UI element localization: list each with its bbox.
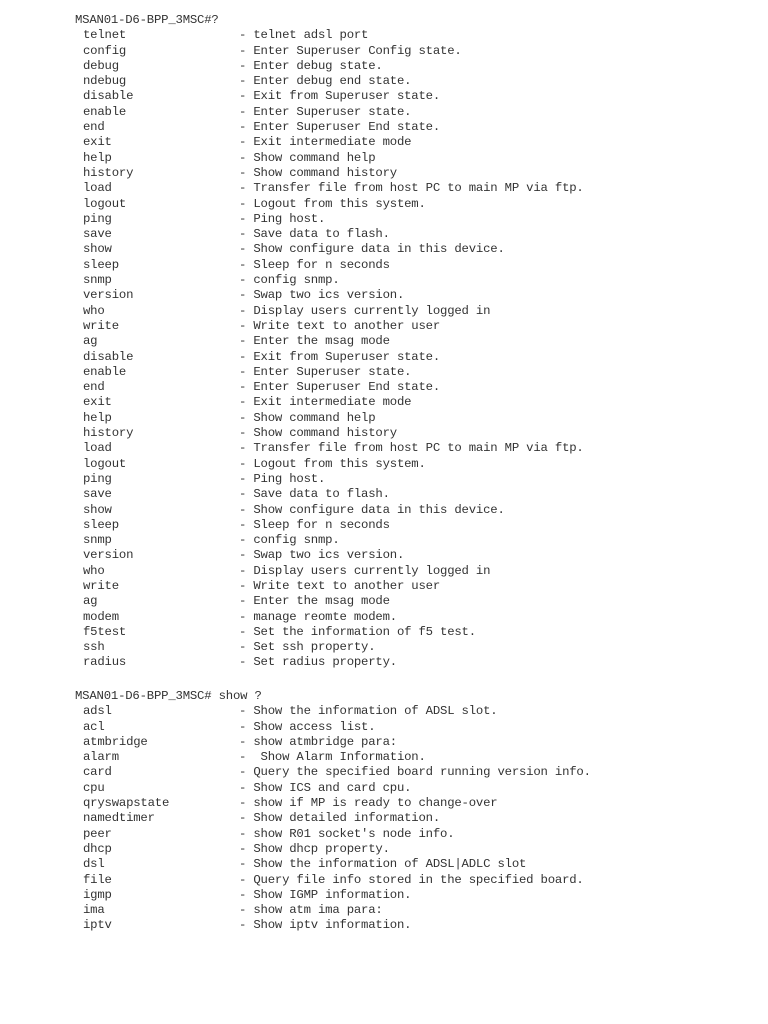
command-description: - Show ICS and card cpu. <box>239 780 412 795</box>
command-name: version <box>83 548 134 563</box>
command-description: - Display users currently logged in <box>239 563 491 578</box>
command-row <box>0 857 768 872</box>
command-name: write <box>83 578 119 593</box>
command-row <box>0 487 768 502</box>
command-description: - Show configure data in this device. <box>239 242 505 257</box>
command-description: - Enter Superuser Config state. <box>239 43 462 58</box>
command-name: write <box>83 318 119 333</box>
command-description: - Show the information of ADSL slot. <box>239 704 498 719</box>
command-description: - Logout from this system. <box>239 456 426 471</box>
command-row <box>0 319 768 334</box>
command-row <box>0 472 768 487</box>
command-description: - Enter Superuser state. <box>239 364 412 379</box>
command-name: adsl <box>83 704 112 719</box>
command-description: - Show command help <box>239 410 376 425</box>
command-name: enable <box>83 364 127 379</box>
command-row <box>0 750 768 765</box>
command-row <box>0 44 768 59</box>
command-row <box>0 564 768 579</box>
command-name: logout <box>83 196 127 211</box>
command-list-section <box>0 13 768 671</box>
command-description: - Display users currently logged in <box>239 303 491 318</box>
command-description: - show atm ima para: <box>239 903 383 918</box>
command-description: - Enter debug state. <box>239 58 383 73</box>
command-name: config <box>83 43 127 58</box>
command-row <box>0 518 768 533</box>
command-name: help <box>83 410 112 425</box>
command-name: ndebug <box>83 74 127 89</box>
command-description: - Swap two ics version. <box>239 288 405 303</box>
command-name: peer <box>83 826 112 841</box>
command-description: - Show iptv information. <box>239 918 412 933</box>
command-description: - Show access list. <box>239 719 376 734</box>
command-name: atmbridge <box>83 734 148 749</box>
command-row <box>0 720 768 735</box>
command-description: - Transfer file from host PC to main MP via ftp. <box>239 441 584 456</box>
command-name: disable <box>83 89 134 104</box>
command-name: iptv <box>83 918 112 933</box>
command-row <box>0 533 768 548</box>
command-description: - Save data to flash. <box>239 487 390 502</box>
command-rows <box>0 704 768 933</box>
command-description: - Exit intermediate mode <box>239 395 412 410</box>
command-name: save <box>83 227 112 242</box>
command-row <box>0 350 768 365</box>
command-name: exit <box>83 135 112 150</box>
command-description: - Query the specified board running version info. <box>239 765 591 780</box>
command-description: - config snmp. <box>239 273 340 288</box>
command-name: snmp <box>83 533 112 548</box>
command-row <box>0 59 768 74</box>
command-row <box>0 365 768 380</box>
command-description: - Show configure data in this device. <box>239 502 505 517</box>
command-row <box>0 796 768 811</box>
command-row <box>0 457 768 472</box>
command-row <box>0 640 768 655</box>
command-description: - config snmp. <box>239 533 340 548</box>
command-row <box>0 594 768 609</box>
command-row <box>0 842 768 857</box>
command-row <box>0 704 768 719</box>
command-name: ag <box>83 594 98 609</box>
command-row <box>0 625 768 640</box>
command-name: ag <box>83 334 98 349</box>
command-description: - Transfer file from host PC to main MP via ftp. <box>239 181 584 196</box>
command-name: telnet <box>83 28 127 43</box>
command-name: sleep <box>83 257 119 272</box>
command-description: - Sleep for n seconds <box>239 517 390 532</box>
command-description: - Enter Superuser End state. <box>239 380 441 395</box>
command-description: - Ping host. <box>239 211 326 226</box>
command-name: logout <box>83 456 127 471</box>
command-row <box>0 655 768 670</box>
command-name: dhcp <box>83 841 112 856</box>
command-row <box>0 212 768 227</box>
command-description: - Enter the msag mode <box>239 334 390 349</box>
command-description: - Set radius property. <box>239 655 397 670</box>
command-name: who <box>83 303 105 318</box>
command-rows <box>0 28 768 670</box>
command-name: ssh <box>83 640 105 655</box>
command-row <box>0 735 768 750</box>
command-name: modem <box>83 609 119 624</box>
command-description: - manage reomte modem. <box>239 609 397 624</box>
command-row <box>0 197 768 212</box>
command-name: save <box>83 487 112 502</box>
command-row <box>0 74 768 89</box>
command-name: enable <box>83 104 127 119</box>
command-description: - Enter Superuser End state. <box>239 120 441 135</box>
command-row <box>0 918 768 933</box>
command-name: end <box>83 120 105 135</box>
command-description: - Enter Superuser state. <box>239 104 412 119</box>
command-description: - show R01 socket's node info. <box>239 826 455 841</box>
command-description: - Swap two ics version. <box>239 548 405 563</box>
command-name: show <box>83 242 112 257</box>
command-name: ping <box>83 211 112 226</box>
command-name: ima <box>83 903 105 918</box>
command-name: debug <box>83 58 119 73</box>
command-row <box>0 548 768 563</box>
command-description: - Set the information of f5 test. <box>239 624 476 639</box>
command-description: - Set ssh property. <box>239 640 376 655</box>
cli-prompt: MSAN01-D6-BPP_3MSC# show ? <box>75 689 262 703</box>
command-name: exit <box>83 395 112 410</box>
command-name: history <box>83 426 134 441</box>
command-row <box>0 258 768 273</box>
command-description: - Save data to flash. <box>239 227 390 242</box>
command-description: - Write text to another user <box>239 318 441 333</box>
command-description: - Show command history <box>239 165 397 180</box>
command-description: - show atmbridge para: <box>239 734 397 749</box>
command-description: - Show IGMP information. <box>239 887 412 902</box>
command-row <box>0 579 768 594</box>
command-description: - Query file info stored in the specified board. <box>239 872 584 887</box>
command-name: ping <box>83 471 112 486</box>
command-row <box>0 151 768 166</box>
command-name: qryswapstate <box>83 796 170 811</box>
command-row <box>0 781 768 796</box>
command-description: - Exit from Superuser state. <box>239 349 441 364</box>
command-name: cpu <box>83 780 105 795</box>
command-row <box>0 441 768 456</box>
command-description: - Enter debug end state. <box>239 74 412 89</box>
command-description: - Show the information of ADSL|ADLC slot <box>239 857 527 872</box>
command-name: history <box>83 165 134 180</box>
command-name: load <box>83 181 112 196</box>
command-name: end <box>83 380 105 395</box>
command-name: alarm <box>83 750 119 765</box>
command-name: namedtimer <box>83 811 155 826</box>
command-name: who <box>83 563 105 578</box>
cli-prompt: MSAN01-D6-BPP_3MSC#? <box>75 13 219 27</box>
command-description: - Ping host. <box>239 471 326 486</box>
command-row <box>0 227 768 242</box>
command-description: - Write text to another user <box>239 578 441 593</box>
command-row <box>0 105 768 120</box>
command-row <box>0 395 768 410</box>
command-description: - telnet adsl port <box>239 28 369 43</box>
command-row <box>0 304 768 319</box>
command-description: - Sleep for n seconds <box>239 257 390 272</box>
command-row <box>0 811 768 826</box>
command-row <box>0 610 768 625</box>
command-description: - Exit intermediate mode <box>239 135 412 150</box>
command-description: - Show detailed information. <box>239 811 441 826</box>
command-name: dsl <box>83 857 105 872</box>
command-description: - Show Alarm Information. <box>239 750 426 765</box>
command-row <box>0 827 768 842</box>
command-description: - Show dhcp property. <box>239 841 390 856</box>
command-description: - show if MP is ready to change-over <box>239 796 498 811</box>
command-row <box>0 166 768 181</box>
command-row <box>0 873 768 888</box>
command-row <box>0 273 768 288</box>
command-row <box>0 120 768 135</box>
command-row <box>0 181 768 196</box>
command-row <box>0 503 768 518</box>
command-row <box>0 411 768 426</box>
command-description: - Logout from this system. <box>239 196 426 211</box>
command-name: disable <box>83 349 134 364</box>
command-description: - Enter the msag mode <box>239 594 390 609</box>
command-row <box>0 288 768 303</box>
command-row <box>0 426 768 441</box>
command-name: acl <box>83 719 105 734</box>
command-description: - Show command help <box>239 150 376 165</box>
command-row <box>0 334 768 349</box>
command-row <box>0 765 768 780</box>
command-name: load <box>83 441 112 456</box>
command-name: card <box>83 765 112 780</box>
command-row <box>0 135 768 150</box>
command-name: snmp <box>83 273 112 288</box>
command-row <box>0 888 768 903</box>
command-name: igmp <box>83 887 112 902</box>
command-name: sleep <box>83 517 119 532</box>
command-row <box>0 903 768 918</box>
command-name: version <box>83 288 134 303</box>
command-row <box>0 242 768 257</box>
command-name: show <box>83 502 112 517</box>
show-options-section <box>0 689 768 934</box>
command-name: help <box>83 150 112 165</box>
command-description: - Show command history <box>239 426 397 441</box>
command-name: radius <box>83 655 127 670</box>
command-row <box>0 28 768 43</box>
command-row <box>0 89 768 104</box>
command-name: f5test <box>83 624 127 639</box>
command-description: - Exit from Superuser state. <box>239 89 441 104</box>
command-name: file <box>83 872 112 887</box>
command-row <box>0 380 768 395</box>
